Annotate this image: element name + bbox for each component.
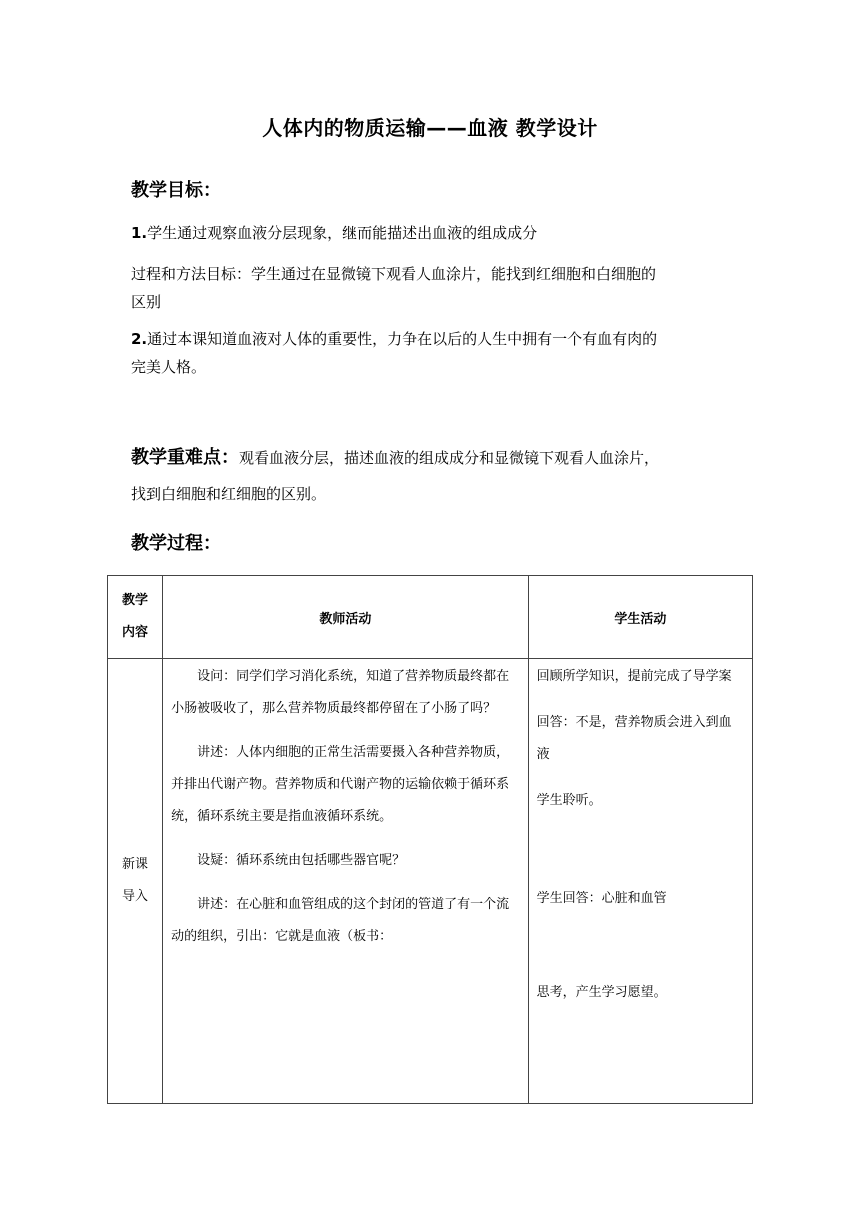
process-method-line-2: 区别: [131, 293, 162, 311]
document-title: 人体内的物质运输——血液 教学设计: [262, 116, 598, 140]
objective-item-2: [131, 325, 731, 381]
student-paragraph: 回答：不是，营养物质会进入到血液: [536, 715, 732, 762]
objective-item-1: [131, 219, 731, 247]
header-student-activity: 学生活动: [528, 576, 752, 659]
student-paragraph: 回顾所学知识，提前完成了导学案: [536, 669, 732, 684]
process-heading: 教学过程：: [131, 533, 221, 554]
difficulties-line-2: 找到白细胞和红细胞的区别。: [131, 485, 327, 503]
objectives-heading: 教学目标：: [131, 180, 221, 201]
header-teaching-content-line-1: 教学: [122, 593, 149, 608]
section-label-line-2: 导入: [122, 889, 149, 904]
table-row: [108, 659, 753, 1104]
teaching-process-table: [107, 575, 753, 1104]
objective-item-2-line-2: 完美人格。: [131, 358, 207, 376]
header-teaching-content-line-2: 内容: [122, 625, 149, 640]
teacher-paragraph: 讲述：在心脏和血管组成的这个封闭的管道了有一个流动的组织，引出：它就是血液（板书：: [171, 897, 510, 944]
teacher-paragraph: 讲述：人体内细胞的正常生活需要摄入各种营养物质，并排出代谢产物。营养物质和代谢产物的运输依赖于循环系统，循环系统主要是指血液循环系统。: [171, 745, 510, 824]
teacher-activity-cell: [163, 659, 529, 1104]
section-label-line-1: 新课: [122, 857, 149, 872]
objective-item-1-number: 1.: [131, 224, 148, 242]
process-method-objective: [131, 260, 731, 316]
student-paragraph: 学生回答：心脏和血管: [536, 891, 667, 906]
student-activity-cell: [528, 659, 752, 1104]
difficulties-line-1: 观看血液分层，描述血液的组成成分和显微镜下观看人血涂片，: [239, 449, 660, 467]
student-paragraph: 学生聆听。: [536, 793, 602, 808]
header-teacher-activity: 教师活动: [163, 576, 529, 659]
objective-item-2-number: 2.: [131, 330, 148, 348]
objective-item-1-text: 学生通过观察血液分层现象，继而能描述出血液的组成成分: [147, 224, 538, 242]
teacher-paragraph: 设疑：循环系统由包括哪些器官呢？: [197, 853, 406, 868]
objective-item-2-line-1: 通过本课知道血液对人体的重要性，力争在以后的人生中拥有一个有血有肉的: [147, 330, 658, 348]
header-teaching-content: [108, 576, 163, 659]
difficulties-paragraph: [131, 440, 731, 512]
table-header-row: [108, 576, 753, 659]
process-method-line-1: 过程和方法目标：学生通过在显微镜下观看人血涂片，能找到红细胞和白细胞的: [131, 265, 657, 283]
student-paragraph: 思考，产生学习愿望。: [536, 985, 667, 1000]
teacher-paragraph: 设问：同学们学习消化系统，知道了营养物质最终都在小肠被吸收了，那么营养物质最终都停留在了小肠了吗？: [171, 669, 510, 716]
section-cell: [108, 659, 163, 1104]
difficulties-label: 教学重难点：: [131, 447, 239, 468]
